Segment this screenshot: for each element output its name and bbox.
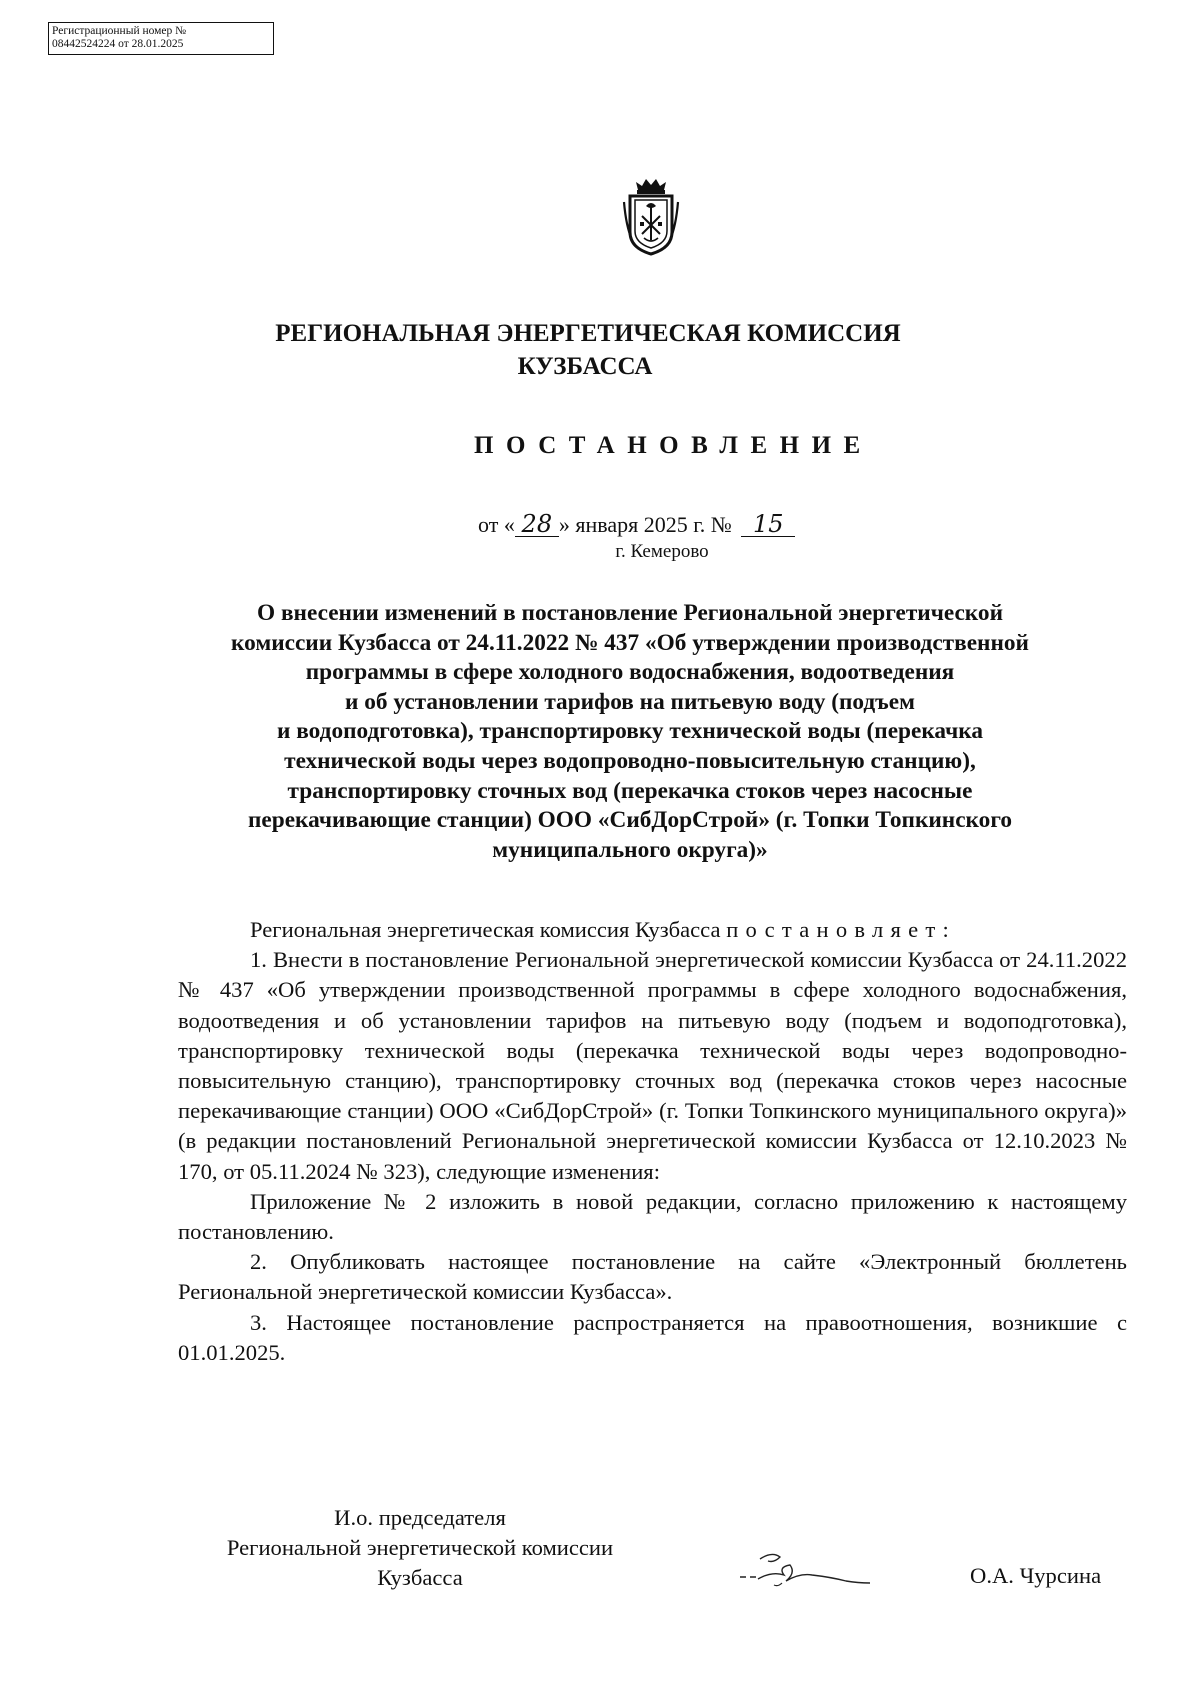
document-number: 15 xyxy=(741,512,795,537)
subject-line: комиссии Кузбасса от 24.11.2022 № 437 «Об утверждении производственной xyxy=(231,629,1029,656)
date-day: 28 xyxy=(515,512,559,537)
intro-verb: постановляет: xyxy=(726,917,956,942)
intro-paragraph xyxy=(178,915,1127,945)
registration-stamp xyxy=(48,22,274,55)
registration-label: Регистрационный номер № xyxy=(52,25,187,37)
organization-name-line1: РЕГИОНАЛЬНАЯ ЭНЕРГЕТИЧЕСКАЯ КОМИССИЯ xyxy=(275,320,901,347)
paragraph-2: 2. Опубликовать настоящее постановление на сайте «Электронный бюллетень Региональной энергетической комиссии Кузбасса». xyxy=(178,1249,1127,1305)
registration-number: 08442524224 от 28.01.2025 xyxy=(52,38,184,50)
date-prefix: от « xyxy=(478,512,515,537)
signatory-title-line1: И.о. председателя xyxy=(334,1505,506,1530)
subject-line: О внесении изменений в постановление Региональной энергетической xyxy=(257,600,1003,626)
signatory-title-line3: Кузбасса xyxy=(377,1565,463,1591)
subject-line: транспортировку сточных вод (перекачка стоков через насосные xyxy=(287,777,973,804)
subject-line: технической воды через водопроводно-повысительную станцию), xyxy=(284,747,976,774)
subject-line: перекачивающие станции) ООО «СибДорСтрой» (г. Топки Топкинского xyxy=(248,807,1012,834)
subject-line: муниципального округа)» xyxy=(492,836,768,863)
city: г. Кемерово xyxy=(615,541,709,562)
date-line xyxy=(478,512,795,538)
coat-of-arms-kuzbass-icon xyxy=(622,176,680,256)
paragraph-3: 3. Настоящее постановление распространяется на правоотношения, возникшие с 01.01.2025. xyxy=(178,1309,1127,1365)
document-type: ПОСТАНОВЛЕНИЕ xyxy=(474,432,873,459)
subject-line: и водоподготовка), транспортировку технической воды (перекачка xyxy=(277,718,983,745)
subject-line: программы в сфере холодного водоснабжения, водоотведения xyxy=(305,659,955,686)
paragraph-1: 1. Внести в постановление Региональной энергетической комиссии Кузбасса от 24.11.2022 № 437 «Об утверждении производственной программы в сфере холодного водоснабжения, водоотведения и об установлении тарифов на питьевую воду (подъем и водоподготовка), транспортировку технической воды (перекачка технической воды через водопроводно-повысительную станцию), транспортировку сточных вод (перекачка стоков через насосные перекачивающие станции) ООО «СибДорСтрой» (г. Топки Топкинского муниципального округа)» (в редакции постановлений Региональной энергетической комиссии Кузбасса от 12.10.2023 № 170, от 05.11.2024 № 323), следующие изменения: xyxy=(178,947,1127,1184)
subject-line: и об установлении тарифов на питьевую воду (подъем xyxy=(345,688,915,715)
handwritten-signature xyxy=(738,1543,888,1587)
intro-text: Региональная энергетическая комиссия Кузбасса xyxy=(250,917,721,942)
document-subject xyxy=(160,599,1100,865)
organization-name-line2: КУЗБАССА xyxy=(517,353,653,380)
signatory-title xyxy=(170,1503,670,1594)
document-body xyxy=(178,915,1127,1368)
date-month-year: » января 2025 г. № xyxy=(558,512,738,537)
signatory-name: О.А. Чурсина xyxy=(970,1563,1102,1588)
paragraph-1a: Приложение № 2 изложить в новой редакции, согласно приложению к настоящему постановлению. xyxy=(178,1188,1127,1245)
signatory-title-line2: Региональной энергетической комиссии xyxy=(226,1535,614,1561)
